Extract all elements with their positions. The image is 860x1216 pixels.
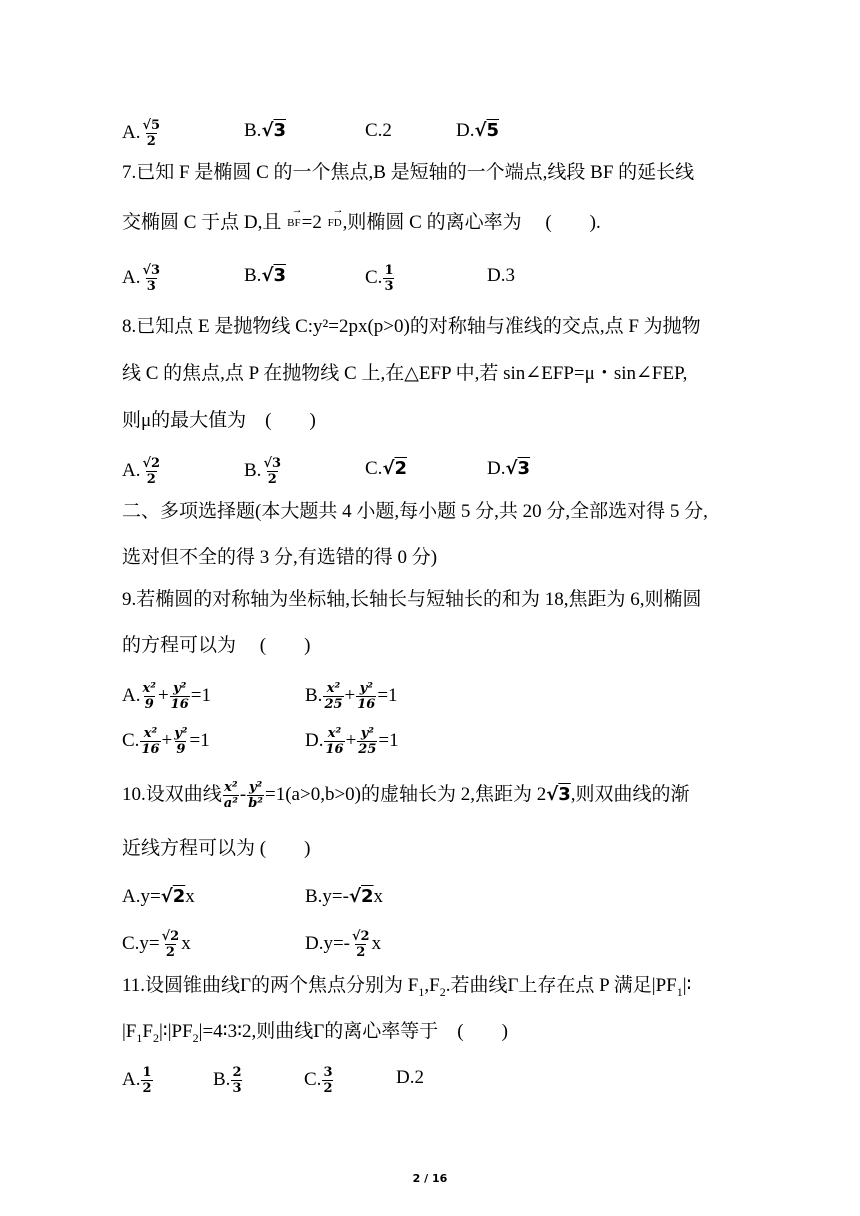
q7-option-b: B.√3	[244, 265, 286, 286]
q7-option-c: C. $\frac{1}{3}$	[365, 263, 394, 294]
q8-option-b: B. $\frac{√3}{2}$	[244, 456, 282, 487]
q8-line-2: 线 C 的焦点,点 P 在抛物线 C 上,在△EFP 中,若 sin∠EFP=μ・sin∠FEP,	[122, 363, 688, 384]
q10-line-2: 近线方程可以为 ( )	[122, 838, 311, 859]
q10-option-b: B.y=-√2x	[305, 886, 384, 907]
q10-option-d: D.y=- $\frac{√2}{2}$ x	[305, 929, 382, 960]
q9-line-1: 9.若椭圆的对称轴为坐标轴,长轴长与短轴长的和为 18,焦距为 6,则椭圆	[122, 589, 702, 610]
q8-option-c: C.√2	[365, 458, 407, 479]
q10-option-a: A.y=√2x	[122, 886, 195, 907]
q11-option-d: D.2	[396, 1067, 424, 1088]
section-2-heading-line-1: 二、多项选择题(本大题共 4 小题,每小题 5 分,共 20 分,全部选对得 5 分,	[122, 501, 708, 522]
q6-option-c: C.2	[365, 120, 392, 141]
q11-line-2: $|F_1F_2|∶|PF_2|=4∶3∶2$,则曲线Γ的离心率等于 ( )	[122, 1021, 508, 1045]
q8-option-d: D.√3	[487, 458, 531, 479]
q6-option-b: B.√3	[244, 120, 286, 141]
q8-option-a: A. $\frac{√2}{2}$	[122, 456, 161, 487]
q11-option-a: A. $\frac{1}{2}$	[122, 1065, 152, 1096]
q6-option-d: D.√5	[456, 120, 500, 141]
q7-line-2: 交椭圆 C 于点 D,且 → BF=2 → FD,则椭圆 C 的离心率为 ( ).	[122, 206, 601, 236]
q8-line-1: 8.已知点 E 是抛物线 C:y²=2px(p>0)的对称轴与准线的交点,点 F 为抛物	[122, 316, 701, 337]
q9-line-2: 的方程可以为 ( )	[122, 635, 311, 656]
q9-option-d: D. $\frac{\text{x²}}{16}$ + $\frac{\text{y²}}{25}$ =1	[305, 726, 399, 757]
vector-fd: → FD	[328, 206, 342, 236]
q9-option-a: A. $\frac{\text{x²}}{9}$ + $\frac{\text{y²}}{16}$ =1	[122, 681, 211, 712]
q11-line-1: 11.设圆锥曲线Γ的两个焦点分别为 $F_1,F_2$.若曲线Γ上存在点 P 满足$|PF_1|∶$	[122, 975, 692, 999]
q6-option-a: A. $\frac{√5}{2}$	[122, 118, 161, 149]
q11-option-b: B. $\frac{2}{3}$	[213, 1065, 242, 1096]
section-2-heading-line-2: 选对但不全的得 3 分,有选错的得 0 分)	[122, 547, 438, 568]
page-number: 2 / 16	[412, 1172, 448, 1185]
q9-option-b: B. $\frac{\text{x²}}{25}$ + $\frac{\text{y²}}{16}$ =1	[305, 681, 398, 712]
q10-option-c: C.y= $\frac{√2}{2}$ x	[122, 929, 191, 960]
q7-option-a: A. $\frac{√3}{3}$	[122, 263, 161, 294]
q9-option-c: C. $\frac{\text{x²}}{16}$ + $\frac{\text{y²}}{9}$ =1	[122, 726, 210, 757]
q11-option-c: C. $\frac{3}{2}$	[304, 1065, 333, 1096]
q7-line-1: 7.已知 F 是椭圆 C 的一个焦点,B 是短轴的一个端点,线段 BF 的延长线	[122, 162, 695, 183]
q7-option-d: D.3	[487, 265, 515, 286]
q8-line-3: 则μ的最大值为 ( )	[122, 410, 316, 431]
q10-line-1: 10.设双曲线 $\frac{\text{x²}}{\text{a²}}$ - $\frac{\text{y²}}{\text{b²}}$ =1(a>0,b>0)的虚轴长为 2,焦距为 2√3,则双曲线的渐	[122, 780, 690, 811]
vector-bf: → BF	[287, 206, 300, 236]
